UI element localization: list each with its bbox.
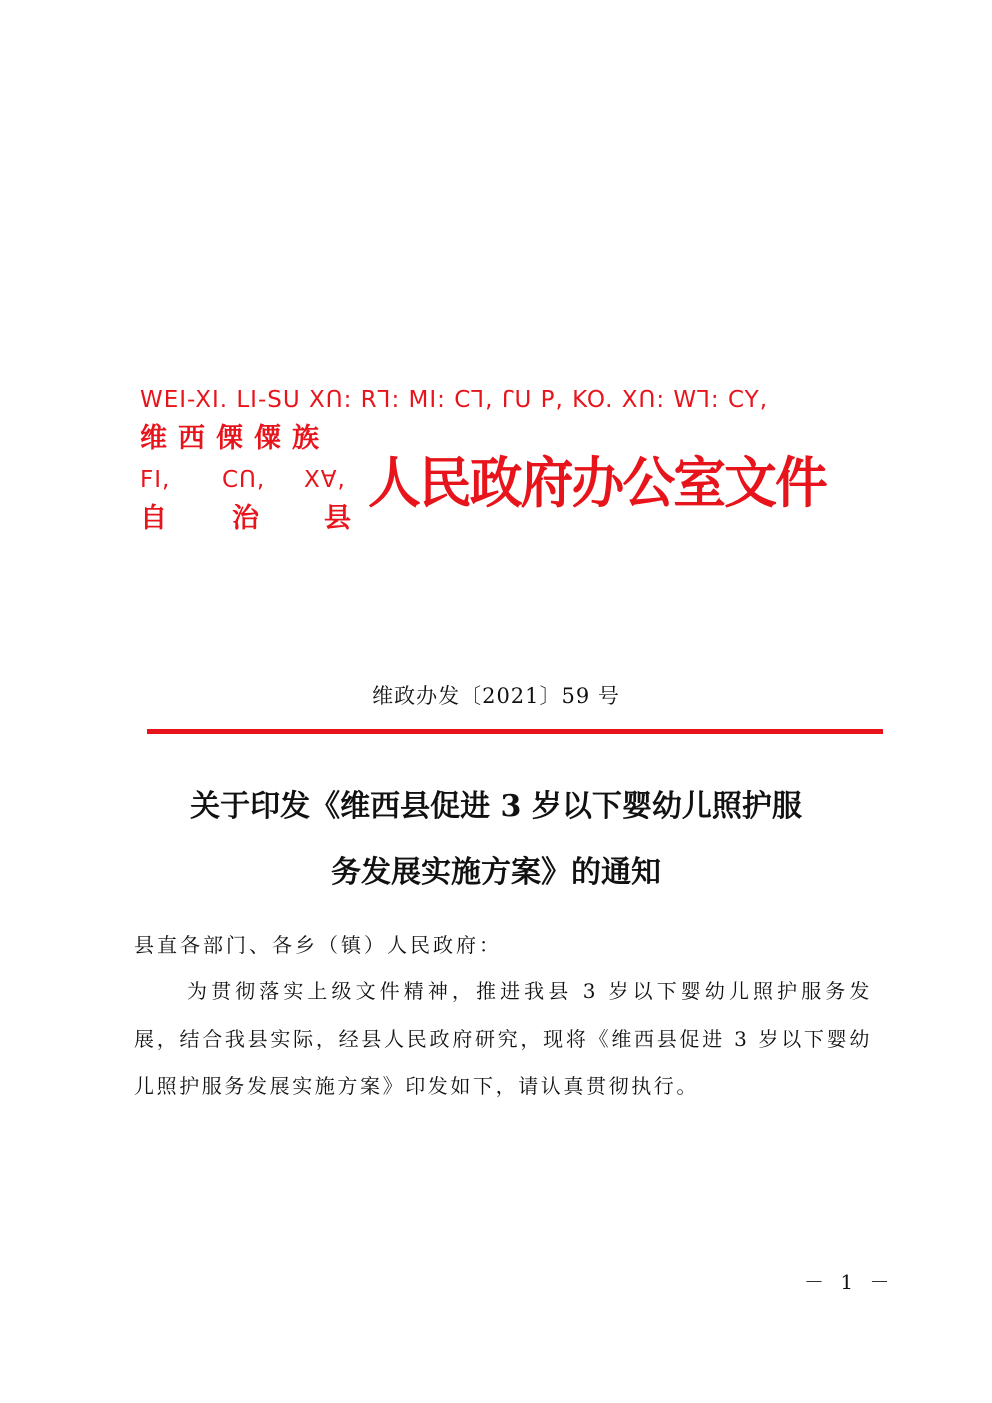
header-side-autonomous-county bbox=[140, 501, 351, 537]
body-paragraph: 为贯彻落实上级文件精神，推进我县 3 岁以下婴幼儿照护服务发展，结合我县实际，经县人民政府研究，现将《维西县促进 3 岁以下婴幼儿照护服务发展实施方案》印发如下，请认真贯彻执行。 bbox=[134, 979, 872, 1098]
side-char-2: 治 bbox=[232, 503, 259, 534]
side-latin-3: Xꓯ, bbox=[304, 467, 346, 493]
addressee: 县直各部门、各乡（镇）人民政府： bbox=[134, 933, 502, 957]
red-divider bbox=[147, 729, 883, 734]
side-latin-2: CՈ, bbox=[222, 467, 266, 493]
header-side-chinese-name: 维西傈僳族 bbox=[140, 423, 330, 454]
header-romanized-line: WEI-XI. LI-SU XՈ: Rꓶ: MI: Cꓶ, ꓩU P, KO. XՈ: Wꓶ: CY, bbox=[140, 387, 769, 413]
side-char-3: 县 bbox=[324, 503, 351, 534]
header-side-latin bbox=[140, 462, 346, 498]
notice-title-line-1: 关于印发《维西县促进 3 岁以下婴幼儿照护服 bbox=[190, 789, 802, 824]
side-latin-1: FI, bbox=[140, 467, 171, 493]
notice-title-line-2: 务发展实施方案》的通知 bbox=[331, 855, 661, 890]
office-document-title: 人民政府办公室文件 bbox=[368, 451, 826, 515]
side-char-1: 自 bbox=[140, 503, 167, 534]
page-number: － 1 － bbox=[804, 1270, 895, 1294]
document-number: 维政办发〔2021〕59 号 bbox=[372, 684, 620, 708]
